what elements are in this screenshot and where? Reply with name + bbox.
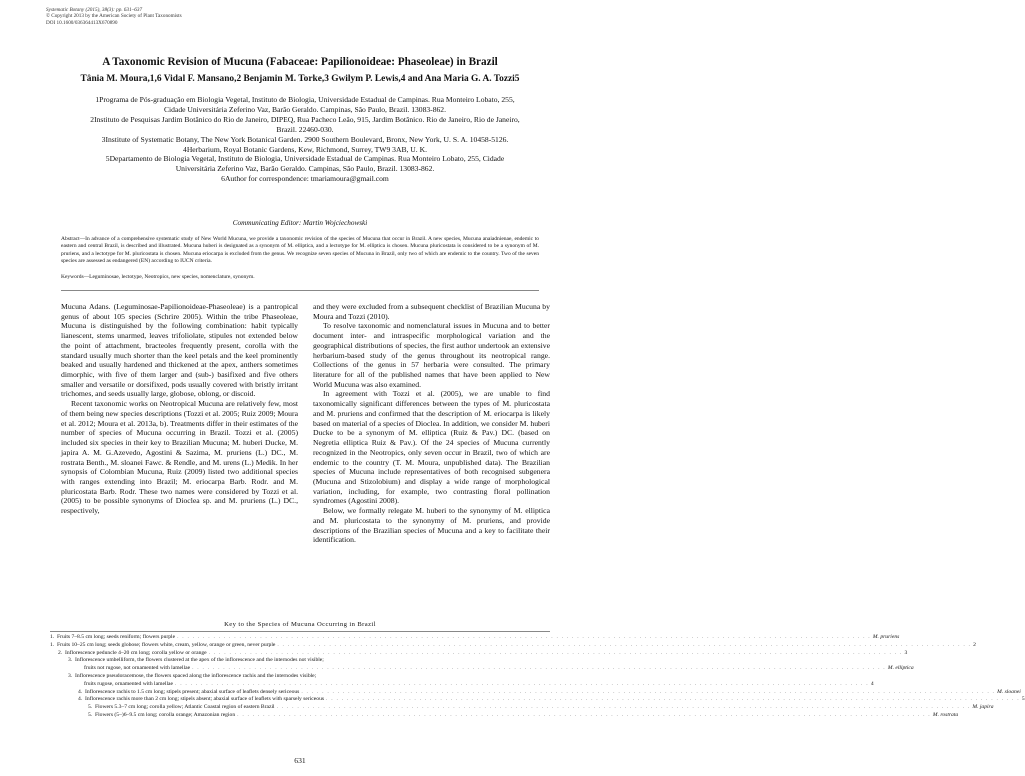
key-row: fruits not rugose, not ornamented with lamellae . . . M. elliptica <box>50 665 550 673</box>
abstract <box>61 236 539 266</box>
key-row: 5. Flowers (5–)6–9.5 cm long; corolla orange; Amazonian region . . . M. rostrata <box>50 712 550 720</box>
key-row: 5. Flowers 5.3–7 cm long; corolla yellow; Atlantic Coastal region of eastern Brazil . . . M. japira <box>50 704 550 712</box>
affiliation-3: 3Institute of Systematic Botany, The New York Botanical Garden. 2900 Southern Boulevard, Bronx, New York, U. S. A. 10458-5126. <box>101 134 509 144</box>
key-row: fruits rugose, ornamented with lamellae . . . 4 <box>50 681 550 689</box>
divider <box>61 290 539 291</box>
keywords: Keywords—Leguminosae, lectotype, Neotropics, new species, nomenclature, synonym. <box>61 274 255 280</box>
affiliations <box>86 95 524 184</box>
article-title: A Taxonomic Revision of Mucuna (Fabaceae: Papilionoideae: Phaseoleae) in Brazil <box>102 56 498 68</box>
key-row: 4. Inflorescence rachis more than 2 cm long; stipels absent; abaxial surface of leaflets with sparsely sericeous . . . 5 <box>50 696 550 704</box>
key-title: Key to the Species of Mucuna Occurring in Brazil <box>224 621 376 628</box>
journal-citation: Systematic Botany (2015), 38(3): pp. 631–637 <box>46 7 143 13</box>
identification-key <box>50 634 1025 720</box>
key-row: 1. Fruits 10–25 cm long; seeds globose; flowers white, cream, yellow, orange or green, never purple . . . 2 <box>50 642 550 650</box>
communicating-editor: Communicating Editor: Martin Wojciechowski <box>232 219 368 227</box>
journal-header <box>46 7 182 26</box>
right-column <box>313 302 550 545</box>
key-top-rule <box>50 631 550 632</box>
key-row: 1. Fruits 7–8.5 cm long; seeds reniform; flowers purple . . . M. pruriens <box>50 634 550 642</box>
body-paragraph: Mucuna Adans. (Leguminosae-Papilionoideae-Phaseoleae) is a pantropical genus of about 105 species (Schrire 2005). Within the tribe Phaseoleae, Mucuna is distinguished by the following combination: habit typically lianescent, stems unarmed, leaves trifoliolate, stipules not extended below the point of attachment, bracteoles frequently present, corolla with the standard usually much shorter than the keel petals and the keel prominently beaked and usually hardened and thickened at the apex, anthers sometimes dimorphic, with five of them larger and (sub-) basifixed and five others smaller and versatile or dorsifixed, pods usually covered with bristly irritant trichomes, and seeds usually large, globose, oblong, or discoid. <box>61 302 298 399</box>
doi-line: DOI 10.1600/036364413X670890 <box>46 19 118 26</box>
body-paragraph: Recent taxonomic works on Neotropical Mucuna are relatively few, most of them being new species descriptions (Tozzi et al. 2005; Ruiz 2009; Moura et al. 2012; Moura et al. 2013a, b). Treatments differ in their estimates of the number of species of Mucuna occurring in Brazil. Tozzi et al. (2005) included six species in their key to Brazilian Mucuna; M. huberi Ducke, M. japira A. M. G.Azevedo, Agostini & Sazima, M. pruriens (L.) DC., M. rostrata Benth., M. sloanei Fawc. & Rendle, and M. urens (L.) Medik. In her synopsis of Colombian Mucuna, Ruiz (2009) listed two additional species with ranges extending into Brazil; M. eriocarpa Barb. Rodr. and M. pluricostata Barb. Rodr. These two names were considered by Tozzi et al. (2005) to be possible synonyms of Dioclea sp. and M. pruriens (L.) DC., respectively, <box>61 399 298 516</box>
page-number: 631 <box>294 756 306 765</box>
body-paragraph: To resolve taxonomic and nomenclatural issues in Mucuna and to better document inter- and intraspecific morphological variation and the geographical distributions of species, the first author undertook an extensive herbarium-based study of the genus throughout its neotropical range. Collections of the genus in 57 herbaria were consulted. The primary literature for all of the published names that have been applied to New World Mucuna was also examined. <box>313 321 550 389</box>
left-column <box>61 302 298 516</box>
copyright-line: © Copyright 2013 by the American Society of Plant Taxonomists <box>46 13 182 20</box>
affiliation-6: 6Author for correspondence: tmariamoura@gmail.com <box>221 174 389 184</box>
author-list: Tânia M. Moura,1,6 Vidal F. Mansano,2 Benjamin M. Torke,3 Gwilym P. Lewis,4 and Ana Maria G. A. Tozzi5 <box>80 74 520 84</box>
abstract-text: Abstract—In advance of a comprehensive systematic study of New World Mucuna, we provide a taxonomic revision of the species of Mucuna that occur in Brazil. A new species, Mucuna anaiadnienae, endemic to eastern and central Brazil, is described and illustrated. Mucuna huberi is designated as a synonym of M. elliptica, and a lectotype for M. elliptica is chosen. Mucuna pluricostata is considered to be a synonym of M. pruriens, and a lectotype for M. pluricostata is chosen. Mucuna eriocarpa is excluded from the genus. We recognize seven species of Mucuna in Brazil, only two of which are endemic to the country. Two of the seven species are assessed as endangered (EN) according to IUCN criteria. <box>61 236 539 265</box>
key-row: 3. Inflorescence umbelliform, the flowers clustered at the apex of the inflorescence and the internodes not visible; <box>68 657 324 664</box>
affiliation-4: 4Herbarium, Royal Botanic Gardens, Kew, Richmond, Surrey, TW9 3AB, U. K. <box>183 144 427 154</box>
affiliation-1: 1Programa de Pós-graduação em Biologia Vegetal, Instituto de Biologia, Universidade Estadual de Campinas. Rua Monteiro Lobato, 255, Cidade Universitária Zeferino Vaz, Barão Geraldo. Campinas, São Paulo, Brazil. 13083-862. <box>95 95 515 114</box>
key-row: 3. Inflorescence pseudoracemose, the flowers spaced along the inflorescence rachis and the internodes visible; <box>68 672 317 679</box>
affiliation-5: 5Departamento de Biologia Vegetal, Instituto de Biologia, Universidade Estadual de Campinas. Rua Monteiro Lobato, 255, Cidade Universitária Zeferino Vaz, Barão Geraldo. Campinas, São Paulo, Brazil. 13083-862. <box>105 154 505 174</box>
key-row: 2. Inflorescence peduncle 4–20 cm long; corolla yellow or orange . . . 3 <box>50 650 550 658</box>
affiliation-2: 2Instituto de Pesquisas Jardim Botânico do Rio de Janeiro, DIPEQ, Rua Pacheco Leão, 915, Jardim Botânico. Rio de Janeiro, Rio de Janeiro, Brazil. 22460-030. <box>90 114 520 134</box>
body-paragraph: and they were excluded from a subsequent checklist of Brazilian Mucuna by Moura and Tozzi (2010). <box>313 302 550 321</box>
body-paragraph: Below, we formally relegate M. huberi to the synonymy of M. elliptica and M. pluricostata to the synonymy of M. pruriens, and provide descriptions of the Brazilian species of Mucuna and a key to facilitate their identification. <box>313 506 550 545</box>
body-paragraph: In agreement with Tozzi et al. (2005), we are unable to find taxonomically significant differences between the types of M. pluricostata and M. pruriens and confirmed that the description of M. eriocarpa is likely based on material of a species of Dioclea. In addition, we consider M. huberi Ducke to be a synonym of M. elliptica (Ruiz & Pav.) DC. (based on Negretia elliptica Ruiz & Pav.). Of the 24 species of Mucuna currently recognized in the Neotropics, only seven occur in Brazil, two of which are endemic to the country (T. M. Moura, unpublished data). The Brazilian species of Mucuna include representatives of both recognised subgenera (Mucuna and Stizolobium) and display a wide range of morphological variation, including, for example, two contrasting floral pollination syndromes (Agostini 2008). <box>313 389 550 506</box>
key-row: 4. Inflorescence rachis to 1.5 cm long; stipels present; abaxial surface of leaflets densely sericeous . . . M. sloanei <box>50 689 550 697</box>
